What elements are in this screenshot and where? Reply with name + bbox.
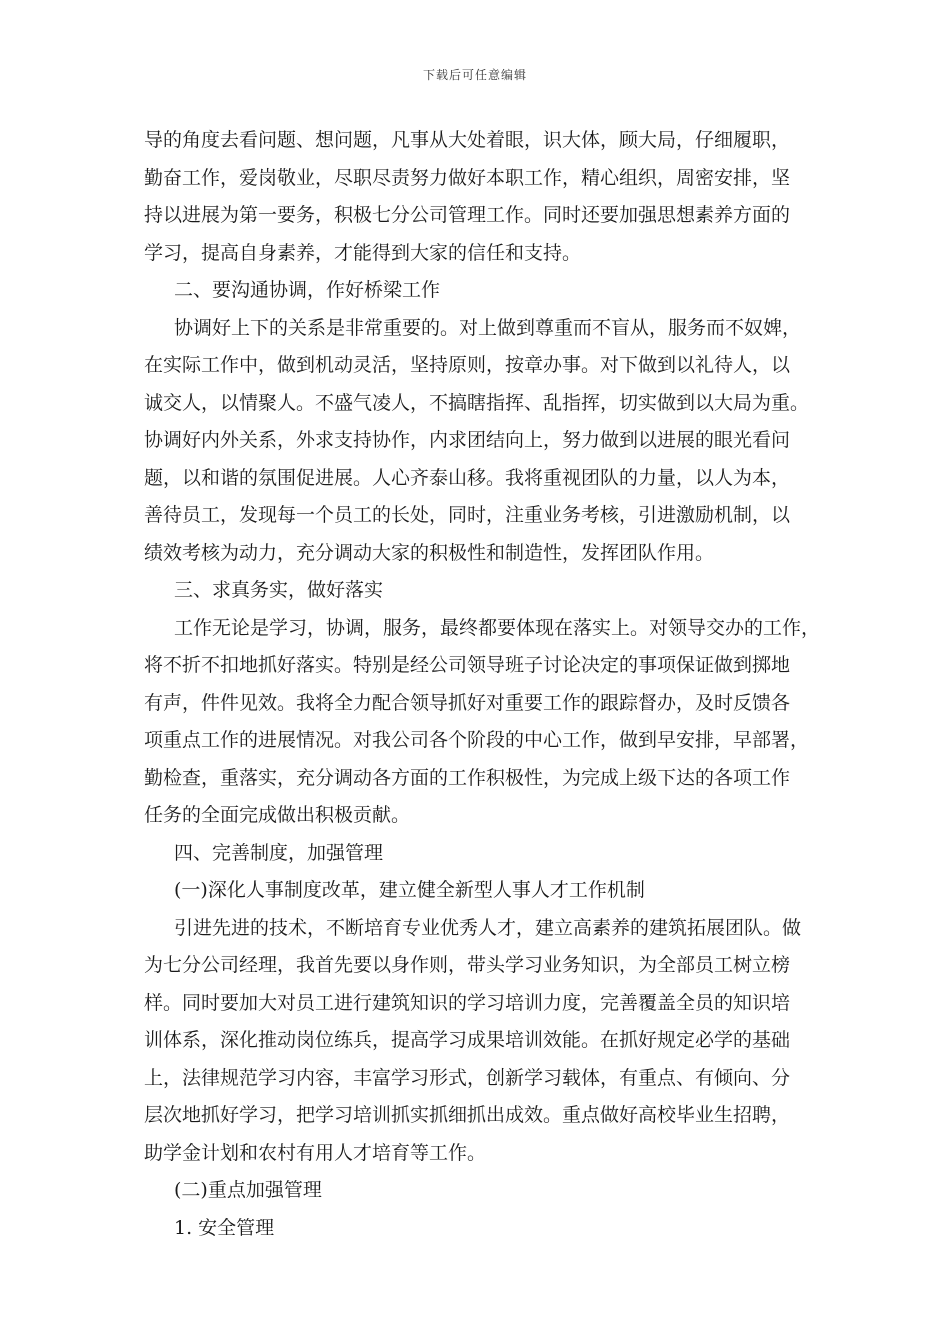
paragraph-line: 题，以和谐的氛围促进展。人心齐泰山移。我将重视团队的力量，以人为本， (144, 466, 791, 489)
paragraph-line: 善待员工，发现每一个员工的长处，同时，注重业务考核，引进激励机制，以 (144, 504, 791, 526)
paragraph-line: 诚交人，以情聚人。不盛气凌人，不搞瞎指挥、乱指挥，切实做到以大局为重。 (144, 391, 810, 414)
paragraph-line: 有声，件件见效。我将全力配合领导抓好对重要工作的跟踪督办，及时反馈各 (144, 691, 791, 714)
document-body (144, 122, 824, 1247)
section-heading: 二、要沟通协调，作好桥梁工作 (174, 279, 441, 301)
paragraph-line: 将不折不扣地抓好落实。特别是经公司领导班子讨论决定的事项保证做到掷地 (144, 654, 791, 676)
paragraph-line: 持以进展为第一要务，积极七分公司管理工作。同时还要加强思想素养方面的 (144, 204, 791, 226)
list-item-heading: 1. 安全管理 (174, 1216, 275, 1239)
paragraph-line: 项重点工作的进展情况。对我公司各个阶段的中心工作，做到早安排，早部署， (144, 729, 810, 751)
paragraph-line: 上，法律规范学习内容，丰富学习形式，创新学习载体，有重点、有倾向、分 (144, 1066, 791, 1089)
paragraph-line: 导的角度去看问题、想问题，凡事从大处着眼，识大体，顾大局，仔细履职， (144, 129, 791, 151)
section-heading: 三、求真务实，做好落实 (174, 579, 384, 601)
paragraph-line: 助学金计划和农村有用人才培育等工作。 (144, 1141, 487, 1164)
paragraph-line: 协调好上下的关系是非常重要的。对上做到尊重而不盲从，服务而不奴婢， (174, 316, 802, 339)
paragraph-line: 在实际工作中，做到机动灵活，坚持原则，按章办事。对下做到以礼待人，以 (144, 354, 791, 376)
paragraph-line: 引进先进的技术，不断培育专业优秀人才，建立高素养的建筑拓展团队。做 (174, 916, 802, 939)
subsection-heading: (一)深化人事制度改革，建立健全新型人事人才工作机制 (174, 879, 645, 901)
paragraph-line: 任务的全面完成做出积极贡献。 (144, 804, 411, 826)
paragraph-line: 工作无论是学习，协调，服务，最终都要体现在落实上。对领导交办的工作， (174, 616, 821, 639)
paragraph-line: 勤检查，重落实，充分调动各方面的工作积极性，为完成上级下达的各项工作 (144, 766, 791, 789)
paragraph-line: 为七分公司经理，我首先要以身作则，带头学习业务知识，为全部员工树立榜 (144, 954, 791, 976)
paragraph-line: 绩效考核为动力，充分调动大家的积极性和制造性，发挥团队作用。 (144, 541, 715, 564)
paragraph-line: 协调好内外关系，外求支持协作，内求团结向上，努力做到以进展的眼光看问 (144, 429, 791, 451)
subsection-heading: (二)重点加强管理 (174, 1179, 322, 1201)
paragraph-line: 样。同时要加大对员工进行建筑知识的学习培训力度，完善覆盖全员的知识培 (144, 991, 791, 1014)
page-header: 下载后可任意编辑 (422, 68, 527, 82)
paragraph-line: 层次地抓好学习，把学习培训抓实抓细抓出成效。重点做好高校毕业生招聘， (144, 1104, 791, 1126)
paragraph-line: 学习，提高自身素养，才能得到大家的信任和支持。 (144, 241, 582, 264)
paragraph-line: 训体系，深化推动岗位练兵，提高学习成果培训效能。在抓好规定必学的基础 (144, 1029, 791, 1051)
section-heading: 四、完善制度，加强管理 (174, 841, 384, 864)
paragraph-line: 勤奋工作，爱岗敬业，尽职尽责努力做好本职工作，精心组织，周密安排，坚 (144, 166, 791, 189)
